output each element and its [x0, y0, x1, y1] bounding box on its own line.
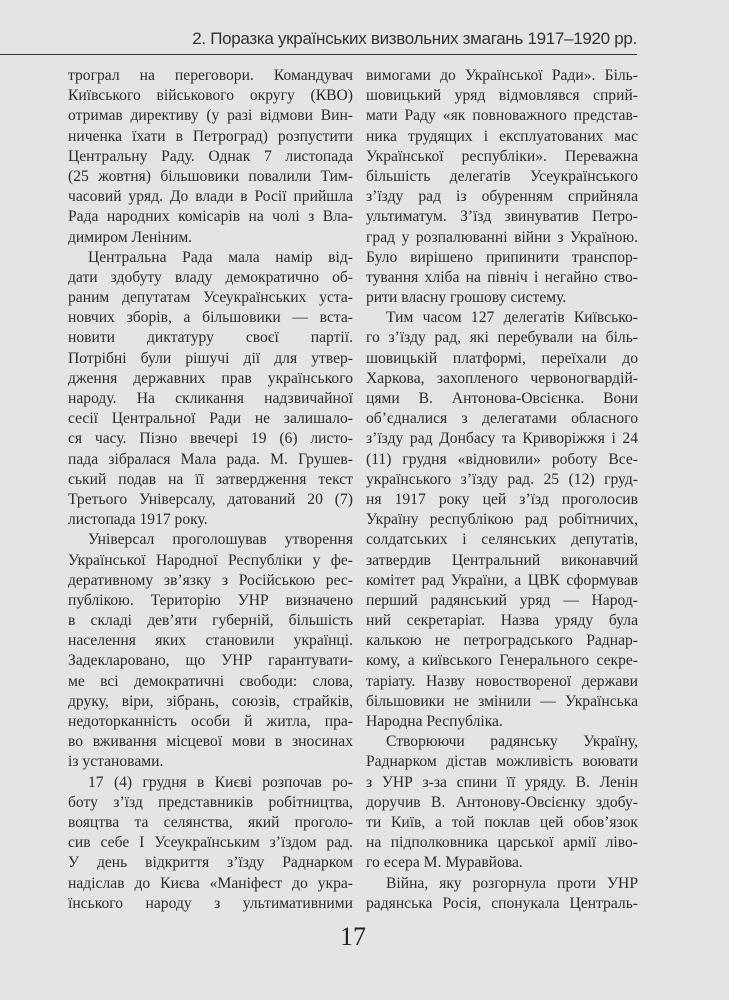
page-number: 17 [340, 922, 366, 951]
text-line: українського з’їзду рад. 25 (12) груд- [366, 470, 638, 488]
text-line: Центральна Рада мала намір від- [88, 248, 353, 266]
text-line: Україну республікою рад робітничих, [366, 511, 638, 529]
text-line: публікою. Територію УНР визначено [68, 591, 353, 609]
text-line: населення яких становили українці. [68, 632, 353, 650]
text-line: ниченка їхати в Петроград) розпустити [68, 127, 353, 145]
text-line: ме всі демократичні свободи: слова, [68, 672, 353, 690]
text-line: недоторканність особи й житла, пра- [68, 713, 353, 730]
text-line: комітет рад України, а ЦВК сформував [366, 571, 638, 589]
text-line: новити диктатуру своєї партії. [68, 329, 353, 347]
text-line: доручив В. Антонову-Овсієнку здобу- [366, 793, 638, 811]
text-line: шовицькій платформі, переїхали до [366, 349, 638, 367]
text-line: на підполковника царської армії ліво- [366, 834, 638, 852]
text-line: з’їзду рад із обуренням сприйняла [366, 188, 638, 206]
text-line: їнського народу з ультимативними [68, 894, 353, 912]
text-line: Потрібні були рішучі дії для утвер- [68, 349, 353, 367]
text-line: град у розпалюванні війни з Україною. [366, 228, 638, 246]
text-line: димиром Леніним. [68, 228, 193, 246]
text-line: Третього Універсалу, датований 20 (7) [68, 490, 353, 508]
right-text-column [366, 66, 638, 914]
text-line: У день відкриття з’їзду Раднарком [68, 854, 353, 872]
left-text-column [68, 66, 353, 914]
text-line: новчих зборів, а більшовики — вста- [68, 309, 353, 327]
text-line: во вживання місцевої мови в зносинах [68, 733, 353, 751]
text-line: дження державних прав українського [68, 369, 353, 387]
text-line: таріату. Назву новоствореної держави [366, 672, 638, 690]
text-line: вояцтва та селянства, який проголо- [68, 813, 353, 831]
text-line: кому, а київського Генерального секре- [366, 652, 638, 670]
text-line: трограл на переговори. Командувач [68, 67, 353, 84]
text-line: в складі дев’яти губерній, більшість [68, 612, 353, 630]
text-line: отримав директиву (у разі відмови Вин- [68, 107, 353, 125]
text-line: сесії Центральної Ради не залишало- [68, 410, 353, 428]
text-line: сив себе І Усеукраїнським з’їздом рад. [68, 834, 353, 852]
text-line: Народна Республіка. [366, 713, 503, 730]
text-line: часовий уряд. До влади в Росії прийшла [68, 188, 353, 206]
header-rule [0, 54, 637, 55]
text-line: ся часу. Пізно ввечері 19 (6) листо- [68, 430, 353, 448]
text-line: дати здобуту владу демократично об- [68, 268, 353, 286]
text-line: го есера М. Муравйова. [366, 854, 523, 872]
text-line: Харкова, захопленого червоногвардій- [366, 369, 638, 387]
text-line: ультиматум. З’їзд звинуватив Петро- [366, 208, 638, 226]
text-line: Раднарком дістав можливість воювати [366, 753, 638, 771]
text-line: Задекларовано, що УНР гарантувати- [68, 652, 353, 670]
text-line: ня 1917 року цей з’їзд проголосив [366, 490, 638, 508]
text-line: затвердив Центральний виконавчий [366, 551, 638, 569]
text-line: Було вирішено припинити транспор- [366, 248, 638, 266]
text-line: Центральну Раду. Однак 7 листопада [68, 147, 353, 165]
text-line: 17 (4) грудня в Києві розпочав ро- [88, 773, 353, 791]
text-line: (25 жовтня) більшовики повалили Тим- [68, 167, 353, 185]
text-line: Війна, яку розгорнула проти УНР [386, 874, 638, 892]
text-line: ний секретаріат. Назва уряду була [366, 612, 638, 630]
text-line: більшість делегатів Усеукраїнського [366, 167, 638, 185]
text-line: Української республіки». Переважна [366, 147, 638, 165]
text-line: пада зібралася Мала рада. М. Грушев- [68, 450, 353, 468]
text-line: перший радянський уряд — Народ- [366, 591, 638, 609]
text-line: рити власну грошову систему. [366, 289, 567, 307]
text-line: листопада 1917 року. [68, 511, 208, 529]
text-line: надіслав до Києва «Маніфест до укра- [68, 874, 353, 892]
text-line: Універсал проголошував утворення [88, 531, 353, 549]
text-line: тування хліба на північ і негайно ство- [366, 268, 638, 286]
text-line: раним депутатам Усеукраїнських уста- [68, 289, 353, 307]
text-line: об’єдналися з делегатами обласного [366, 410, 638, 428]
running-head-title: 2. Поразка українських визвольних змагань 1917–1920 рр. [192, 29, 637, 48]
text-line: із установами. [68, 753, 164, 771]
text-line: ти Київ, а той поклав цей обов’язок [366, 813, 638, 831]
text-line: більшовики не змінили — Українська [366, 692, 638, 710]
text-line: Рада народних комісарів на чолі з Вла- [68, 208, 353, 226]
text-line: мати Раду «як повноважного представ- [366, 107, 638, 125]
text-line: з УНР з-за спини її уряду. В. Ленін [366, 773, 638, 791]
text-line: го з’їзду рад, які перебували на біль- [366, 329, 638, 347]
text-line: народу. На скликання надзвичайної [68, 390, 353, 407]
text-line: калькою не петроградського Раднар- [366, 632, 638, 650]
text-line: Тим часом 127 делегатів Київсько- [386, 309, 638, 327]
text-line: Створюючи радянську Україну, [386, 733, 638, 751]
text-line: з’їзду рад Донбасу та Криворіжжя і 24 [366, 430, 638, 448]
text-line: вимогами до Української Ради». Біль- [366, 67, 638, 84]
text-line: шовицький уряд відмовлявся сприй- [366, 87, 638, 105]
text-line: Київського військового округу (КВО) [68, 87, 353, 105]
text-line: ський подав на її затвердження текст [68, 470, 353, 488]
text-line: ника трудящих і експлуатованих мас [366, 127, 638, 145]
text-line: друку, віри, зібрань, союзів, страйків, [68, 692, 353, 710]
text-line: цями В. Антонова-Овсієнка. Вони [366, 390, 638, 407]
text-line: радянська Росія, спонукала Централь- [366, 894, 638, 912]
text-line: солдатських і селянських депутатів, [366, 531, 638, 549]
text-line: Української Народної Республіки у фе- [68, 551, 353, 569]
text-line: деративному зв’язку з Російською рес- [68, 571, 353, 589]
text-line: (11) грудня «відновили» роботу Все- [366, 450, 638, 468]
text-line: боту з’їзд представників робітництва, [68, 793, 353, 811]
